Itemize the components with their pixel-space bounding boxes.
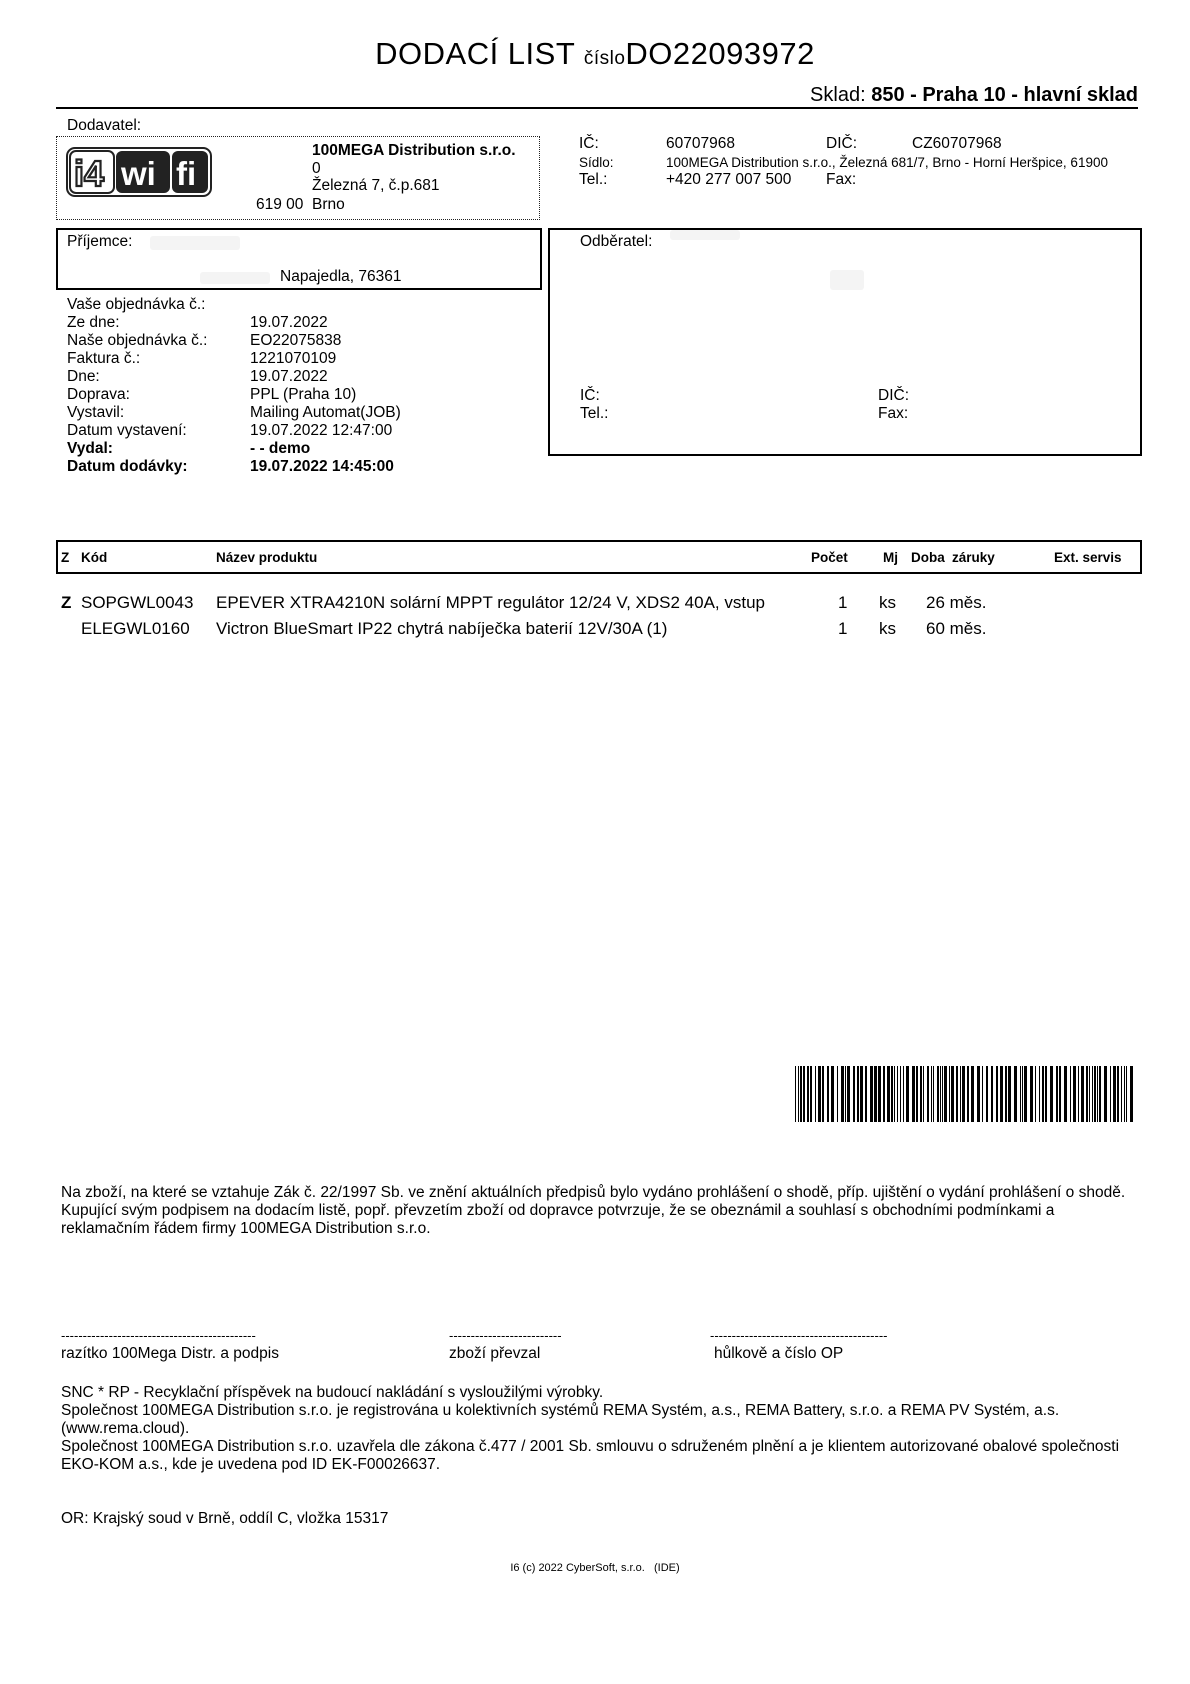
supplier-label: Dodavatel: [67, 117, 142, 134]
order-info-value: 19.07.2022 [250, 368, 328, 385]
row-pocet: 1 [838, 593, 848, 612]
order-info-value: 19.07.2022 12:47:00 [250, 422, 393, 439]
order-info-label: Vystavil: [67, 404, 125, 421]
barcode-bar [1070, 1066, 1071, 1122]
barcode-bar [800, 1066, 802, 1122]
supplier-street: Železná 7, č.p.681 [312, 177, 440, 194]
barcode-bar [822, 1066, 824, 1122]
sig3-label: hůlkově a číslo OP [714, 1345, 844, 1362]
barcode-bar [831, 1066, 834, 1122]
barcode-bar [874, 1066, 877, 1122]
order-info-label: Ze dne: [67, 314, 120, 331]
order-info-value: PPL (Praha 10) [250, 386, 357, 403]
order-info-value: EO22075838 [250, 332, 342, 349]
row-z: Z [61, 593, 72, 612]
barcode-bar [944, 1066, 947, 1122]
sidlo-label: Sídlo: [579, 155, 614, 170]
col-header-pocet: Počet [811, 550, 848, 565]
row-zaruka: 60 měs. [926, 619, 987, 638]
barcode-bar [1086, 1066, 1088, 1122]
barcode-bar [1130, 1066, 1133, 1122]
barcode-bar [891, 1066, 893, 1122]
barcode-bar [1104, 1066, 1107, 1122]
barcode-bar [803, 1066, 805, 1122]
barcode-bar [991, 1066, 993, 1122]
barcode-bar [920, 1066, 922, 1122]
barcode-bar [933, 1066, 934, 1122]
col-header-kod: Kód [81, 550, 108, 565]
barcode-bar [847, 1066, 850, 1122]
barcode-bar [887, 1066, 890, 1122]
sig1-dashes: --------------------------------------------- [61, 1328, 256, 1343]
supplier-city: Brno [312, 196, 345, 213]
barcode-bar [1124, 1066, 1125, 1122]
declaration-text: Na zboží, na které se vztahuje Zák č. 22/1997 Sb. ve znění aktuálních předpisů bylo vydáno prohlášení o shodě, příp. ujištění o vydání prohlášení o shodě. Kupující svým podpisem na dodacím listě, popř. převzetím zboží od dopravce potvrzuje, že se obeznámil a souhlasí s obchodními podmínkami a reklamačním řádem firmy 100MEGA Distribution s.r.o. [61, 1184, 1126, 1237]
row-pocet: 1 [838, 619, 848, 638]
barcode-bar [1020, 1066, 1021, 1122]
snc-text: SNC * RP - Recyklační příspěvek na budoucí nakládání s vysloužilými výrobky. [61, 1384, 604, 1401]
dic-value: CZ60707968 [912, 135, 1002, 152]
order-info-value: 19.07.2022 14:45:00 [250, 458, 394, 475]
title-main: DODACÍ LIST [375, 36, 575, 71]
recipient-label: Příjemce: [67, 233, 133, 250]
barcode-bar [982, 1066, 983, 1122]
row-kod: SOPGWL0043 [81, 593, 194, 612]
row-mj: ks [879, 619, 896, 638]
dic-label: DIČ: [826, 135, 857, 152]
header-divider [56, 107, 1138, 109]
order-info-value: 19.07.2022 [250, 314, 328, 331]
barcode-bar [996, 1066, 998, 1122]
barcode-bar [815, 1066, 816, 1122]
barcode-bar [1094, 1066, 1096, 1122]
barcode-bar [1073, 1066, 1076, 1122]
recipient-city: Napajedla, 76361 [280, 268, 402, 285]
barcode-bar [798, 1066, 799, 1122]
order-info-label: Faktura č.: [67, 350, 141, 367]
customer-box [548, 228, 1142, 456]
barcode-bar [1081, 1066, 1084, 1122]
warehouse-value: 850 - Praha 10 - hlavní sklad [871, 84, 1138, 106]
barcode-bar [1113, 1066, 1116, 1122]
order-info-label: Vydal: [67, 440, 113, 457]
sig2-dashes: -------------------------- [449, 1328, 562, 1343]
barcode-bar [860, 1066, 863, 1122]
barcode-bar [1000, 1066, 1003, 1122]
order-info-label: Doprava: [67, 386, 130, 403]
title-cislo: číslo [583, 48, 626, 69]
tel-label: Tel.: [579, 171, 608, 188]
barcode-bar [1024, 1066, 1027, 1122]
redacted-customer-detail [830, 270, 864, 290]
barcode-bar [1078, 1066, 1079, 1122]
col-header-zaruky: záruky [952, 550, 995, 565]
order-info-label: Datum vystavení: [67, 422, 187, 439]
row-nazev: Victron BlueSmart IP22 chytrá nabíječka baterií 12V/30A (1) [216, 619, 668, 638]
barcode-bar [1022, 1066, 1023, 1122]
barcode-bar [1035, 1066, 1036, 1122]
barcode-bar [1059, 1066, 1061, 1122]
rema-text: Společnost 100MEGA Distribution s.r.o. je registrována u kolektivních systémů REMA Systém, a.s., REMA Battery, s.r.o. a REMA PV Systém, a.s. (www.rema.cloud). [61, 1402, 1060, 1437]
customer-ic-label: IČ: [580, 387, 600, 404]
barcode-bar [900, 1066, 901, 1122]
ekokom-text: Společnost 100MEGA Distribution s.r.o. uzavřela dle zákona č.477 / 2001 Sb. smlouvu o sdruženém plnění a je klientem autorizované obalové společnosti EKO-KOM a.s., kde je uvedena pod ID EK-F00026637. [61, 1438, 1120, 1473]
barcode-bar [923, 1066, 924, 1122]
barcode-bar [960, 1066, 961, 1122]
order-info-label: Vaše objednávka č.: [67, 296, 206, 313]
customer-fax-label: Fax: [878, 405, 909, 422]
barcode-bar [818, 1066, 821, 1122]
redacted-recipient-street [200, 272, 270, 284]
barcode-bar [897, 1066, 898, 1122]
barcode-bar [841, 1066, 844, 1122]
customer-tel-label: Tel.: [580, 405, 609, 422]
customer-dic-label: DIČ: [878, 387, 909, 404]
barcode-bar [931, 1066, 932, 1122]
barcode-bar [827, 1066, 829, 1122]
barcode-bar [903, 1066, 904, 1122]
supplier-line2: 0 [312, 160, 321, 177]
barcode-bar [894, 1066, 895, 1122]
barcode-bar [912, 1066, 915, 1122]
col-header-z: Z [61, 550, 70, 565]
barcode-bar [949, 1066, 950, 1122]
order-info-label: Datum dodávky: [67, 458, 188, 475]
col-header-mj: Mj [883, 550, 898, 565]
barcode-bar [940, 1066, 941, 1122]
barcode-bar [967, 1066, 969, 1122]
barcode-bar [1014, 1066, 1017, 1122]
barcode-bar [870, 1066, 873, 1122]
barcode-bar [795, 1066, 796, 1122]
barcode-bar [956, 1066, 958, 1122]
barcode-bar [1089, 1066, 1090, 1122]
order-info-label: Naše objednávka č.: [67, 332, 208, 349]
barcode-bar [1039, 1066, 1040, 1122]
row-nazev: EPEVER XTRA4210N solární MPPT regulátor 12/24 V, XDS2 40A, vstup [216, 593, 766, 612]
order-info-label: Dne: [67, 368, 100, 385]
order-info-value: Mailing Automat(JOB) [250, 404, 401, 421]
barcode-bar [1110, 1066, 1111, 1122]
col-header-doba: Doba [911, 550, 945, 565]
barcode-bar [927, 1066, 929, 1122]
supplier-zip: 619 00 [256, 196, 304, 213]
barcode-bar [1121, 1066, 1122, 1122]
sig2-label: zboží převzal [449, 1345, 541, 1362]
barcode-bar [916, 1066, 918, 1122]
barcode-bar [906, 1066, 909, 1122]
sidlo-value: 100MEGA Distribution s.r.o., Železná 681/7, Brno - Horní Heršpice, 61900 [666, 155, 1108, 170]
redacted-customer-name [670, 230, 740, 240]
barcode-bar [883, 1066, 885, 1122]
logo-i4: i4 [74, 153, 105, 194]
barcode-bar [937, 1066, 939, 1122]
sig3-dashes: ----------------------------------------- [710, 1328, 888, 1343]
document-number: DO22093972 [625, 36, 815, 71]
warehouse-line [810, 84, 1138, 107]
barcode-bar [1064, 1066, 1067, 1122]
warehouse-label: Sklad: [810, 84, 866, 106]
order-info-value: 1221070109 [250, 350, 337, 367]
row-mj: ks [879, 593, 896, 612]
barcode-bar [942, 1066, 943, 1122]
barcode-bar [951, 1066, 954, 1122]
barcode-bar [962, 1066, 965, 1122]
barcode-bar [1005, 1066, 1007, 1122]
logo-fi: fi [176, 155, 197, 192]
row-kod: ELEGWL0160 [81, 619, 190, 638]
fax-label: Fax: [826, 171, 857, 188]
or-text: OR: Krajský soud v Brně, oddíl C, vložka 15317 [61, 1510, 389, 1527]
barcode-bar [1045, 1066, 1047, 1122]
order-info-value: - - demo [250, 440, 311, 457]
barcode-bar [853, 1066, 855, 1122]
ic-label: IČ: [579, 135, 599, 152]
barcode-bar [1042, 1066, 1044, 1122]
barcode-bar [971, 1066, 974, 1122]
barcode-bar [807, 1066, 809, 1122]
barcode-bar [1099, 1066, 1101, 1122]
barcode-bar [857, 1066, 859, 1122]
copyright-text: I6 (c) 2022 CyberSoft, s.r.o. (IDE) [510, 1562, 680, 1574]
barcode-bar [878, 1066, 881, 1122]
barcode-bar [1056, 1066, 1058, 1122]
sig1-label: razítko 100Mega Distr. a podpis [61, 1345, 279, 1362]
row-zaruka: 26 měs. [926, 593, 987, 612]
barcode-bar [865, 1066, 867, 1122]
barcode-bar [1097, 1066, 1098, 1122]
barcode-bar [1008, 1066, 1011, 1122]
tel-value: +420 277 007 500 [666, 171, 792, 188]
barcode-bar [1050, 1066, 1053, 1122]
barcode-bar [810, 1066, 812, 1122]
ic-value: 60707968 [666, 135, 735, 152]
barcode-bar [1117, 1066, 1119, 1122]
barcode [795, 1066, 1137, 1122]
document-title [0, 36, 1190, 72]
barcode-bar [1092, 1066, 1093, 1122]
i4wifi-logo [66, 146, 212, 198]
supplier-name: 100MEGA Distribution s.r.o. [312, 142, 516, 159]
barcode-bar [1030, 1066, 1033, 1122]
logo-wi: wi [121, 155, 156, 192]
col-header-ext: Ext. servis [1054, 550, 1122, 565]
barcode-bar [837, 1066, 838, 1122]
customer-label: Odběratel: [580, 233, 653, 250]
col-header-nazev: Název produktu [216, 550, 318, 565]
barcode-bar [1126, 1066, 1127, 1122]
barcode-bar [977, 1066, 980, 1122]
barcode-bar [986, 1066, 988, 1122]
barcode-bar [845, 1066, 846, 1122]
redacted-recipient-name [150, 236, 240, 250]
